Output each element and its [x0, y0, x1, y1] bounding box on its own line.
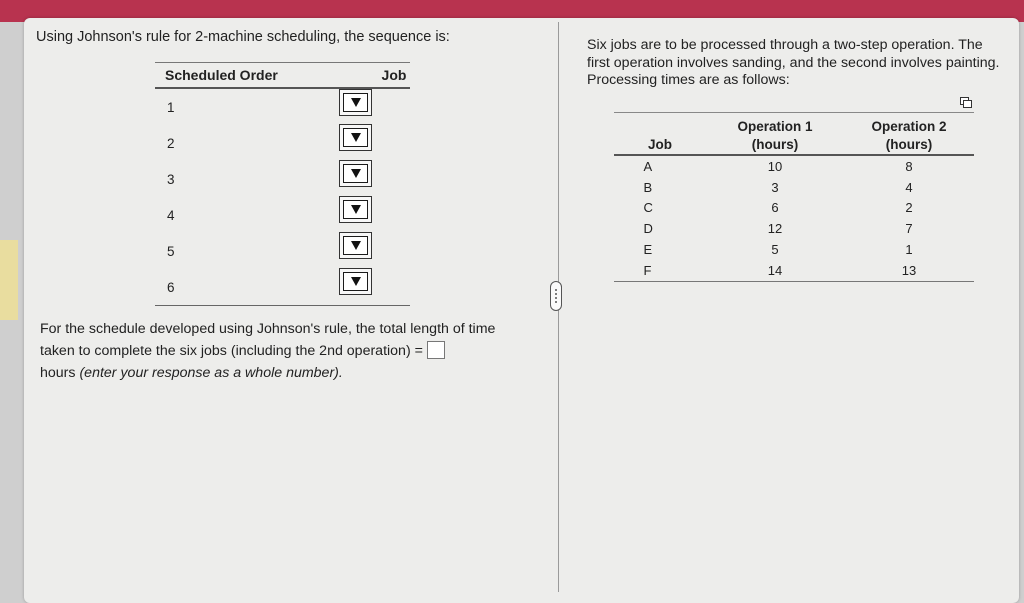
job-header: Job	[352, 63, 410, 89]
operation1-header: Operation 1 (hours)	[706, 114, 844, 155]
order-number: 4	[167, 207, 175, 223]
table-row	[614, 155, 974, 177]
triangle-down-icon	[351, 205, 361, 214]
table-top-rule	[614, 112, 974, 113]
op1-cell: 10	[767, 158, 783, 174]
order-number: 3	[167, 171, 175, 187]
table-row	[614, 218, 974, 239]
answer-format-note: (enter your response as a whole number).	[79, 365, 343, 381]
job-dropdown-4[interactable]	[339, 196, 372, 223]
job-cell: F	[614, 260, 706, 281]
job-dropdown-6[interactable]	[339, 268, 372, 295]
job-cell: B	[643, 179, 653, 195]
job-dropdown-3[interactable]	[339, 160, 372, 187]
copy-icon[interactable]	[960, 97, 972, 108]
table-row	[614, 177, 974, 198]
order-number: 6	[155, 269, 352, 306]
table-row	[614, 239, 974, 260]
order-number: 1	[167, 99, 175, 115]
hours-label: hours	[40, 365, 76, 381]
job-cell: C	[643, 200, 653, 216]
table-row	[614, 260, 974, 281]
triangle-down-icon	[351, 169, 361, 178]
op2-cell: 2	[905, 200, 913, 216]
job-cell: D	[643, 221, 653, 237]
triangle-down-icon	[351, 277, 361, 286]
job-cell: A	[643, 158, 653, 174]
op1-cell: 5	[771, 242, 779, 258]
op2-cell: 13	[844, 260, 974, 281]
left-accent-bar	[0, 240, 18, 320]
op1-cell: 6	[771, 200, 779, 216]
sequence-instruction: Using Johnson's rule for 2-machine scheduling, the sequence is:	[36, 29, 450, 45]
op2-cell: 1	[905, 242, 913, 258]
op2-cell: 7	[905, 221, 913, 237]
table-row	[614, 198, 974, 219]
scheduled-order-header: Scheduled Order	[155, 63, 352, 89]
job-cell: E	[643, 242, 653, 258]
triangle-down-icon	[351, 241, 361, 250]
triangle-down-icon	[351, 98, 361, 107]
order-number: 2	[167, 135, 175, 151]
operation2-header: Operation 2 (hours)	[844, 114, 974, 155]
job-dropdown-2[interactable]	[339, 124, 372, 151]
total-time-input[interactable]	[427, 341, 445, 359]
problem-statement: Six jobs are to be processed through a two-step operation. The first operation involves sanding, and the second involves painting. Processing times are as follows:	[587, 37, 1000, 88]
total-time-question	[40, 318, 520, 384]
op1-cell: 12	[767, 221, 783, 237]
order-number: 5	[167, 243, 175, 259]
total-time-prompt: For the schedule developed using Johnson's rule, the total length of time taken to complete the six jobs (including the 2nd operation) =	[40, 321, 496, 359]
triangle-down-icon	[351, 133, 361, 142]
drag-handle-icon[interactable]	[550, 281, 562, 311]
op1-cell: 14	[706, 260, 844, 281]
op2-cell: 8	[905, 158, 913, 174]
job-dropdown-1[interactable]	[339, 89, 372, 116]
job-column-header: Job	[614, 114, 706, 155]
job-dropdown-5[interactable]	[339, 232, 372, 259]
processing-times-table	[614, 114, 974, 282]
op2-cell: 4	[905, 179, 913, 195]
op1-cell: 3	[771, 179, 779, 195]
